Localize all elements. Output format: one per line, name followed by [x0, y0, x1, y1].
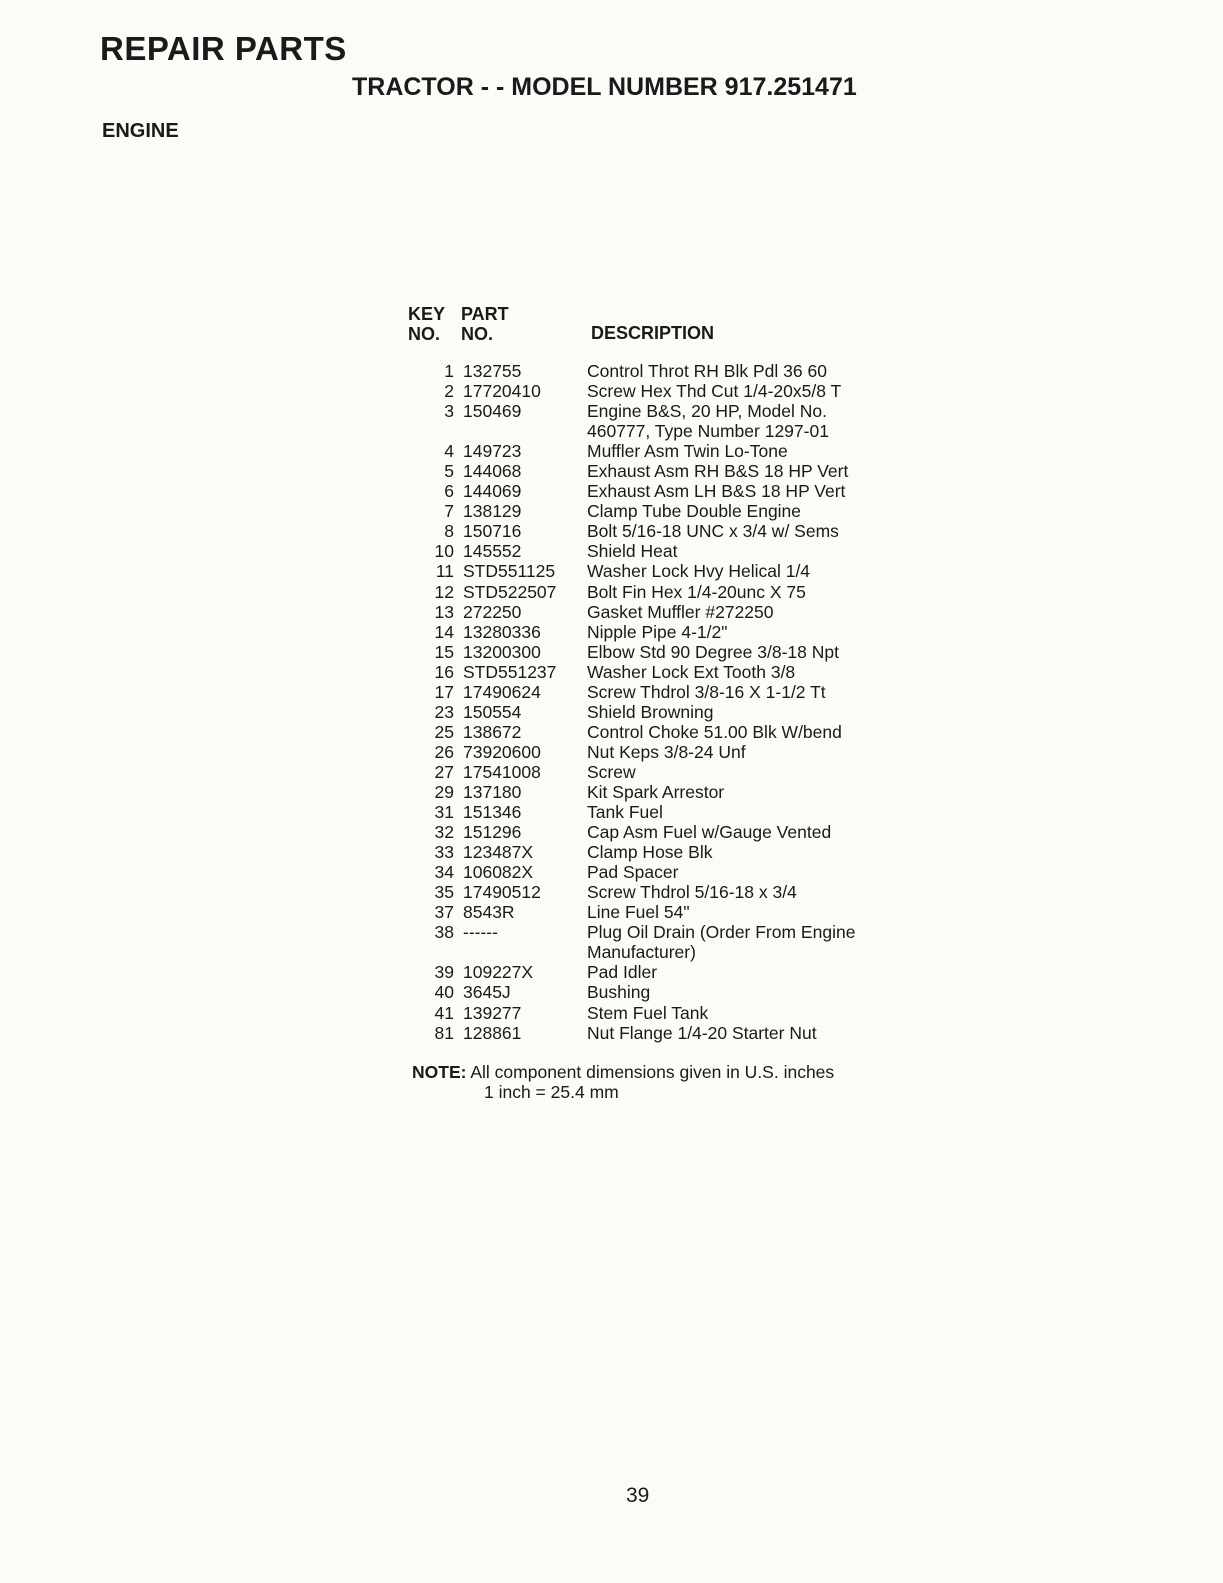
part-no-cell: 13200300: [463, 641, 541, 662]
description-cell: Tank Fuel: [587, 802, 663, 823]
key-no-cell: 5: [444, 461, 454, 482]
key-no-cell: 81: [434, 1022, 454, 1043]
part-no-cell: 151296: [463, 822, 522, 843]
table-row: [404, 762, 924, 782]
part-no-cell: 17490624: [463, 681, 541, 702]
part-no-cell: STD522507: [463, 581, 557, 602]
part-no-cell: 132755: [463, 361, 522, 381]
page-number: 39: [626, 1484, 650, 1507]
part-no-cell: 149723: [463, 441, 522, 462]
table-row: [404, 582, 924, 602]
description-cell: Screw: [587, 761, 636, 782]
description-cell: Shield Heat: [587, 541, 678, 562]
table-row: [404, 521, 924, 541]
table-row: [404, 862, 924, 882]
table-row: [404, 401, 924, 441]
key-no-cell: 23: [434, 701, 454, 722]
key-no-cell: 33: [434, 842, 454, 863]
table-row: [404, 742, 924, 762]
key-no-cell: 6: [444, 481, 454, 502]
part-no-cell: 73920600: [463, 741, 541, 762]
part-no-cell: STD551125: [463, 561, 556, 582]
part-no-cell: 272250: [463, 601, 522, 622]
part-no-cell: STD551237: [463, 661, 557, 682]
key-no-cell: 40: [434, 982, 454, 1003]
description-cell: Line Fuel 54": [587, 902, 690, 923]
part-no-cell: 17720410: [463, 381, 541, 402]
description-cell: Pad Spacer: [587, 862, 679, 883]
key-no-cell: 4: [444, 441, 454, 462]
parts-table: [404, 361, 924, 1043]
description-cell: Stem Fuel Tank: [587, 1002, 709, 1023]
part-no-cell: 150469: [463, 401, 522, 422]
column-header-key-line1: KEY: [408, 304, 446, 324]
column-header-key-line2: NO.: [408, 324, 441, 344]
table-row: [404, 642, 924, 662]
part-no-cell: ------: [463, 922, 498, 943]
table-row: [404, 722, 924, 742]
description-cell: Bolt 5/16-18 UNC x 3/4 w/ Sems: [587, 521, 839, 542]
key-no-cell: 8: [444, 521, 454, 542]
key-no-cell: 17: [434, 681, 454, 702]
part-no-cell: 109227X: [463, 962, 534, 983]
key-no-cell: 34: [434, 862, 454, 883]
key-no-cell: 41: [434, 1002, 454, 1023]
part-no-cell: 106082X: [463, 862, 534, 883]
table-row: [404, 822, 924, 842]
key-no-cell: 35: [434, 882, 454, 903]
part-no-cell: 138129: [463, 501, 522, 522]
key-no-cell: 29: [434, 781, 454, 802]
table-row: [404, 501, 924, 521]
description-cell: Screw Thdrol 3/8-16 X 1-1/2 Tt: [587, 681, 826, 702]
table-row: [404, 922, 924, 962]
table-row: [404, 461, 924, 481]
table-row: [404, 702, 924, 722]
page-title: REPAIR PARTS: [100, 30, 347, 67]
key-no-cell: 14: [434, 621, 454, 642]
description-cell: Gasket Muffler #272250: [587, 601, 774, 622]
key-no-cell: 37: [434, 902, 454, 923]
table-row: [404, 541, 924, 561]
key-no-cell: 10: [434, 541, 454, 562]
key-no-cell: 12: [434, 581, 454, 602]
note-text-line1: All component dimensions given in U.S. inches: [470, 1062, 835, 1082]
note-text-line2: 1 inch = 25.4 mm: [484, 1082, 619, 1102]
description-cell: Kit Spark Arrestor: [587, 781, 725, 802]
part-no-cell: 137180: [463, 781, 522, 802]
part-no-cell: 3645J: [463, 982, 511, 1003]
description-cell: Clamp Hose Blk: [587, 842, 713, 863]
key-no-cell: 2: [444, 381, 454, 402]
description-cell: Plug Oil Drain (Order From Engine Manufacturer): [587, 922, 856, 963]
section-heading: ENGINE: [102, 120, 179, 142]
key-no-cell: 13: [434, 601, 454, 622]
part-no-cell: 138672: [463, 721, 522, 742]
table-row: [404, 782, 924, 802]
part-no-cell: 150554: [463, 701, 522, 722]
table-row: [404, 982, 924, 1002]
key-no-cell: 26: [434, 741, 454, 762]
part-no-cell: 17541008: [463, 761, 541, 782]
part-no-cell: 150716: [463, 521, 522, 542]
key-no-cell: 3: [444, 401, 454, 422]
table-row: [404, 481, 924, 501]
note: [412, 1062, 834, 1102]
description-cell: Nut Keps 3/8-24 Unf: [587, 741, 746, 762]
table-row: [404, 1023, 924, 1043]
table-row: [404, 882, 924, 902]
description-cell: Exhaust Asm RH B&S 18 HP Vert: [587, 461, 849, 482]
part-no-cell: 128861: [463, 1022, 522, 1043]
part-no-cell: 139277: [463, 1002, 522, 1023]
table-row: [404, 1003, 924, 1023]
table-row: [404, 381, 924, 401]
column-header-part-no: [461, 304, 509, 344]
key-no-cell: 16: [434, 661, 454, 682]
description-cell: Engine B&S, 20 HP, Model No. 460777, Type Number 1297-01: [587, 401, 829, 442]
table-row: [404, 842, 924, 862]
table-row: [404, 622, 924, 642]
column-header-part-line2: NO.: [461, 324, 494, 344]
table-row: [404, 602, 924, 622]
description-cell: Elbow Std 90 Degree 3/8-18 Npt: [587, 641, 839, 662]
key-no-cell: 39: [434, 962, 454, 983]
column-header-description: DESCRIPTION: [591, 323, 715, 343]
column-header-key-no: [408, 304, 445, 344]
description-cell: Nipple Pipe 4-1/2": [587, 621, 728, 642]
model-subtitle: TRACTOR - - MODEL NUMBER 917.251471: [352, 73, 857, 101]
key-no-cell: 7: [444, 501, 454, 522]
key-no-cell: 31: [434, 802, 454, 823]
table-row: [404, 682, 924, 702]
description-cell: Control Throt RH Blk Pdl 36 60: [587, 361, 827, 381]
table-row: [404, 962, 924, 982]
key-no-cell: 32: [434, 822, 454, 843]
description-cell: Muffler Asm Twin Lo-Tone: [587, 441, 788, 462]
key-no-cell: 15: [434, 641, 454, 662]
description-cell: Clamp Tube Double Engine: [587, 501, 802, 522]
key-no-cell: 25: [434, 721, 454, 742]
description-cell: Screw Thdrol 5/16-18 x 3/4: [587, 882, 797, 903]
table-row: [404, 662, 924, 682]
part-no-cell: 123487X: [463, 842, 534, 863]
table-row: [404, 361, 924, 381]
key-no-cell: 27: [434, 761, 454, 782]
part-no-cell: 144068: [463, 461, 522, 482]
description-cell: Washer Lock Ext Tooth 3/8: [587, 661, 796, 682]
table-row: [404, 902, 924, 922]
description-cell: Pad Idler: [587, 962, 658, 983]
part-no-cell: 151346: [463, 802, 522, 823]
part-no-cell: 8543R: [463, 902, 515, 923]
description-cell: Screw Hex Thd Cut 1/4-20x5/8 T: [587, 381, 842, 402]
table-row: [404, 441, 924, 461]
note-label: NOTE:: [412, 1062, 467, 1082]
description-cell: Washer Lock Hvy Helical 1/4: [587, 561, 811, 582]
part-no-cell: 13280336: [463, 621, 541, 642]
description-cell: Bushing: [587, 982, 651, 1003]
table-row: [404, 802, 924, 822]
key-no-cell: 38: [434, 922, 454, 943]
table-row: [404, 561, 924, 581]
part-no-cell: 17490512: [463, 882, 541, 903]
part-no-cell: 144069: [463, 481, 522, 502]
description-cell: Nut Flange 1/4-20 Starter Nut: [587, 1022, 817, 1043]
description-cell: Cap Asm Fuel w/Gauge Vented: [587, 822, 832, 843]
description-cell: Exhaust Asm LH B&S 18 HP Vert: [587, 481, 846, 502]
description-cell: Bolt Fin Hex 1/4-20unc X 75: [587, 581, 806, 602]
key-no-cell: 11: [435, 561, 454, 582]
key-no-cell: 1: [444, 361, 454, 381]
part-no-cell: 145552: [463, 541, 522, 562]
description-cell: Control Choke 51.00 Blk W/bend: [587, 721, 842, 742]
column-header-part-line1: PART: [461, 304, 509, 324]
description-cell: Shield Browning: [587, 701, 714, 722]
